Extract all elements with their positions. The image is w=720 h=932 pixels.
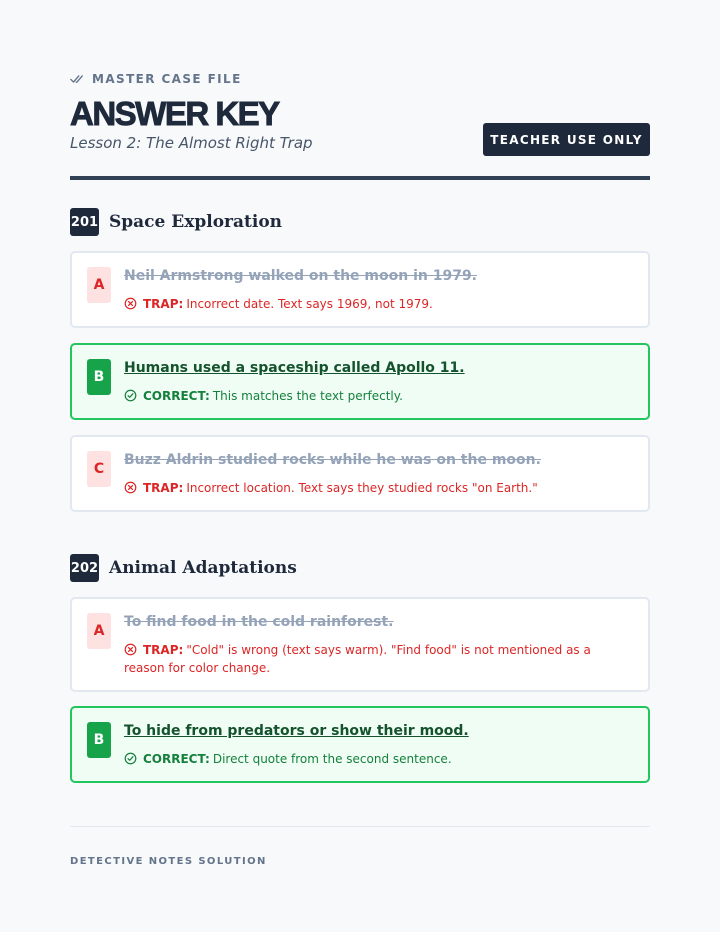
check-circle-icon — [124, 752, 137, 765]
note-text: "Cold" is wrong (text says warm). "Find food" is not mentioned as a reason for color change. — [124, 643, 591, 675]
footer-divider — [70, 826, 650, 827]
verdict-label: CORRECT: — [143, 752, 210, 766]
answer-note — [124, 750, 628, 768]
answer-card-202-a — [70, 597, 650, 692]
page-title: ANSWER KEY — [70, 95, 279, 132]
double-check-icon — [70, 72, 84, 86]
answer-statement: Buzz Aldrin studied rocks while he was on the moon. — [124, 452, 541, 468]
note-text: Direct quote from the second sentence. — [212, 752, 452, 766]
section-header-201 — [70, 208, 282, 236]
section-number: 201 — [70, 208, 99, 236]
answer-card-201-b — [70, 343, 650, 420]
answer-letter: A — [87, 267, 111, 303]
answer-letter: C — [87, 451, 111, 487]
footer-label: DETECTIVE NOTES SOLUTION — [70, 856, 267, 867]
verdict-label: CORRECT: — [143, 389, 210, 403]
answer-card-202-b — [70, 706, 650, 783]
eyebrow-label: MASTER CASE FILE — [92, 72, 242, 86]
x-circle-icon — [124, 643, 137, 656]
eyebrow — [70, 72, 242, 86]
note-text: This matches the text perfectly. — [212, 389, 403, 403]
answer-letter: A — [87, 613, 111, 649]
x-circle-icon — [124, 481, 137, 494]
answer-note — [124, 479, 628, 497]
answer-card-201-a — [70, 251, 650, 328]
header-divider — [70, 176, 650, 180]
answer-letter: B — [87, 359, 111, 395]
section-title: Space Exploration — [109, 212, 283, 232]
section-title: Animal Adaptations — [109, 558, 297, 578]
answer-note — [124, 641, 628, 677]
answer-statement: Neil Armstrong walked on the moon in 1979. — [124, 268, 478, 284]
answer-card-201-c — [70, 435, 650, 512]
verdict-label: TRAP: — [143, 643, 184, 657]
note-text: Incorrect date. Text says 1969, not 1979. — [186, 297, 433, 311]
answer-note — [124, 295, 628, 313]
answer-statement: To find food in the cold rainforest. — [124, 614, 394, 630]
answer-note — [124, 387, 628, 405]
section-number: 202 — [70, 554, 99, 582]
verdict-label: TRAP: — [143, 481, 184, 495]
answer-letter: B — [87, 722, 111, 758]
section-header-202 — [70, 554, 297, 582]
verdict-label: TRAP: — [143, 297, 184, 311]
answer-statement: To hide from predators or show their mood. — [124, 723, 469, 739]
note-text: Incorrect location. Text says they studied rocks "on Earth." — [186, 481, 538, 495]
x-circle-icon — [124, 297, 137, 310]
page-subtitle: Lesson 2: The Almost Right Trap — [70, 134, 313, 152]
answer-statement: Humans used a spaceship called Apollo 11. — [124, 360, 465, 376]
teacher-only-badge: TEACHER USE ONLY — [483, 123, 650, 156]
check-circle-icon — [124, 389, 137, 402]
